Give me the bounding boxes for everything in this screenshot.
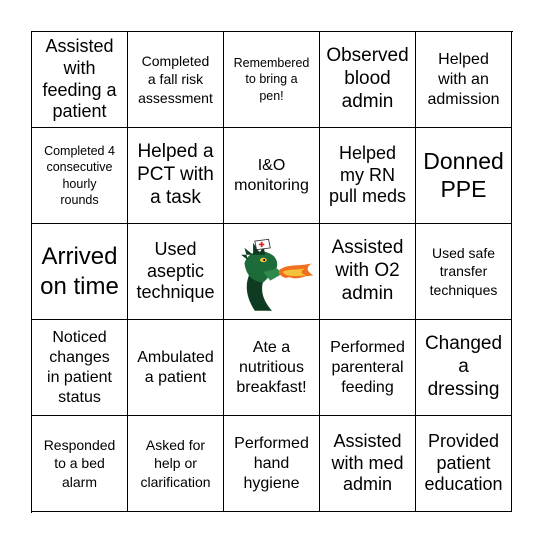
bingo-cell[interactable]: Completed 4 consecutive hourly rounds [32, 128, 128, 224]
bingo-cell[interactable]: Performed parenteral feeding [320, 320, 416, 416]
free-space-cell[interactable] [224, 224, 320, 320]
bingo-cell[interactable]: Responded to a bed alarm [32, 416, 128, 512]
bingo-cell[interactable]: Used aseptic technique [128, 224, 224, 320]
bingo-cell[interactable]: Performed hand hygiene [224, 416, 320, 512]
bingo-cell[interactable]: Remembered to bring a pen! [224, 32, 320, 128]
bingo-cell[interactable]: Helped my RN pull meds [320, 128, 416, 224]
bingo-cell[interactable]: Helped a PCT with a task [128, 128, 224, 224]
bingo-cell[interactable]: Arrived on time [32, 224, 128, 320]
bingo-cell[interactable]: Assisted with feeding a patient [32, 32, 128, 128]
bingo-cell[interactable]: Completed a fall risk assessment [128, 32, 224, 128]
bingo-cell[interactable]: Used safe transfer techniques [416, 224, 512, 320]
bingo-cell[interactable]: Provided patient education [416, 416, 512, 512]
bingo-cell[interactable]: Noticed changes in patient status [32, 320, 128, 416]
bingo-cell[interactable]: Observed blood admin [320, 32, 416, 128]
bingo-cell[interactable]: Changed a dressing [416, 320, 512, 416]
dragon-nurse-logo-icon [229, 229, 315, 315]
bingo-board [31, 31, 513, 513]
bingo-cell[interactable]: I&O monitoring [224, 128, 320, 224]
bingo-cell[interactable]: Asked for help or clarification [128, 416, 224, 512]
bingo-cell[interactable]: Assisted with O2 admin [320, 224, 416, 320]
bingo-cell[interactable]: Ambulated a patient [128, 320, 224, 416]
bingo-cell[interactable]: Assisted with med admin [320, 416, 416, 512]
bingo-cell[interactable]: Donned PPE [416, 128, 512, 224]
bingo-cell[interactable]: Ate a nutritious breakfast! [224, 320, 320, 416]
bingo-cell[interactable]: Helped with an admission [416, 32, 512, 128]
